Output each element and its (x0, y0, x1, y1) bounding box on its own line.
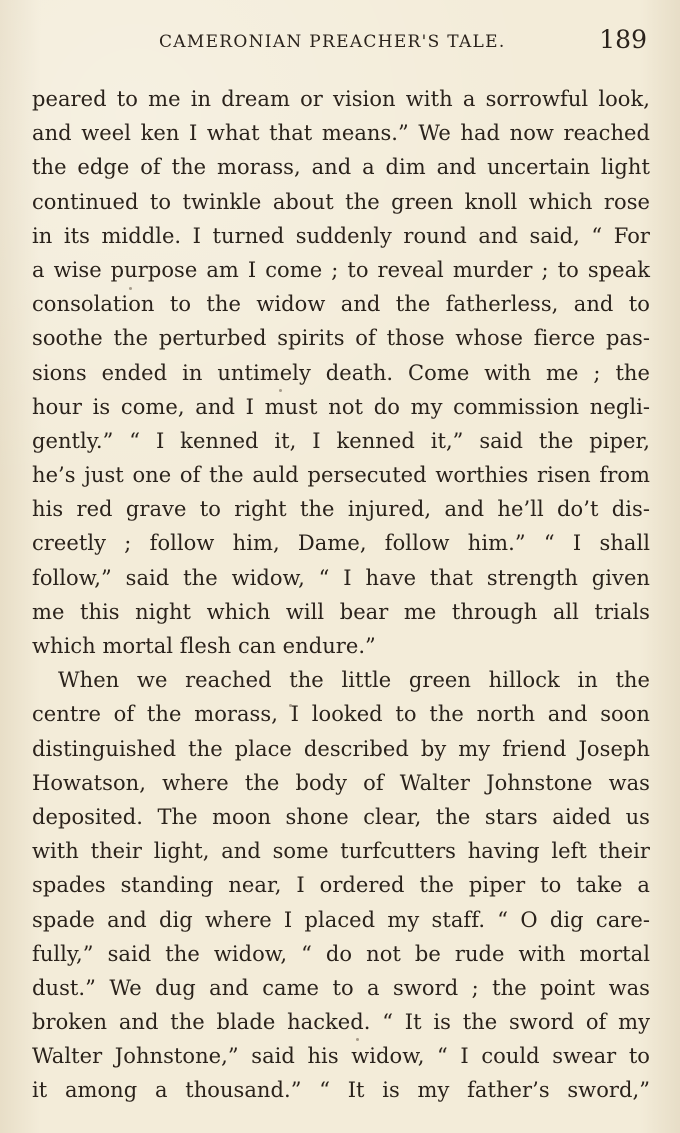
text-line: deposited. The moon shone clear, the stars aided us (32, 804, 650, 829)
text-line: Howatson, where the body of Walter Johnstone was (32, 770, 650, 795)
page-header (34, 25, 647, 62)
paper-speck (129, 287, 132, 290)
text-line: spades standing near, I ordered the piper to take a (32, 873, 650, 898)
text-line: his red grave to right the injured, and he’ll do’t dis- (32, 497, 650, 522)
running-head: CAMERONIAN PREACHER'S TALE. (159, 32, 506, 52)
text-line: he’s just one of the auld persecuted worthies risen from (32, 463, 650, 488)
paper-speck (356, 1038, 359, 1041)
text-line: follow,” said the widow, “ I have that strength given (32, 565, 650, 590)
paragraph-start-line: When we reached the little green hillock in the (58, 668, 650, 693)
text-line: spade and dig where I placed my staff. “ O dig care- (32, 907, 650, 932)
text-line: with their light, and some turfcutters having left their (32, 839, 650, 864)
text-line: the edge of the morass, and a dim and uncertain light (32, 155, 650, 180)
text-line: consolation to the widow and the fatherless, and to (32, 292, 650, 317)
text-line: and weel ken I what that means.” We had now reached (32, 121, 650, 146)
text-line: creetly ; follow him, Dame, follow him.” “ I shall (32, 531, 650, 556)
paper-speck (289, 704, 292, 707)
text-line: sions ended in untimely death. Come with me ; the (32, 360, 650, 385)
text-line: continued to twinkle about the green knoll which rose (32, 189, 650, 214)
text-line: fully,” said the widow, “ do not be rude with mortal (32, 941, 650, 966)
text-line: it among a thousand.” “ It is my father’s sword,” (32, 1078, 650, 1103)
body-text (32, 82, 650, 1108)
text-line: dust.” We dug and came to a sword ; the point was (32, 975, 650, 1000)
text-line: Walter Johnstone,” said his widow, “ I could swear to (32, 1044, 650, 1069)
text-line: distinguished the place described by my friend Joseph (32, 736, 650, 761)
text-line: in its middle. I turned suddenly round and said, “ For (32, 223, 650, 248)
text-line: centre of the morass, I looked to the north and soon (32, 702, 650, 727)
text-line: which mortal flesh can endure.” (32, 634, 376, 658)
text-line: a wise purpose am I come ; to reveal murder ; to speak (32, 257, 650, 282)
paper-speck (279, 389, 282, 392)
text-line: me this night which will bear me through all trials (32, 599, 650, 624)
text-line: peared to me in dream or vision with a sorrowful look, (32, 87, 650, 111)
text-line: gently.” “ I kenned it, I kenned it,” said the piper, (32, 428, 650, 453)
text-line: broken and the blade hacked. “ It is the sword of my (32, 1010, 650, 1035)
page-number: 189 (599, 25, 647, 54)
text-line: soothe the perturbed spirits of those whose fierce pas- (32, 326, 650, 351)
text-line: hour is come, and I must not do my commission negli- (32, 394, 650, 419)
